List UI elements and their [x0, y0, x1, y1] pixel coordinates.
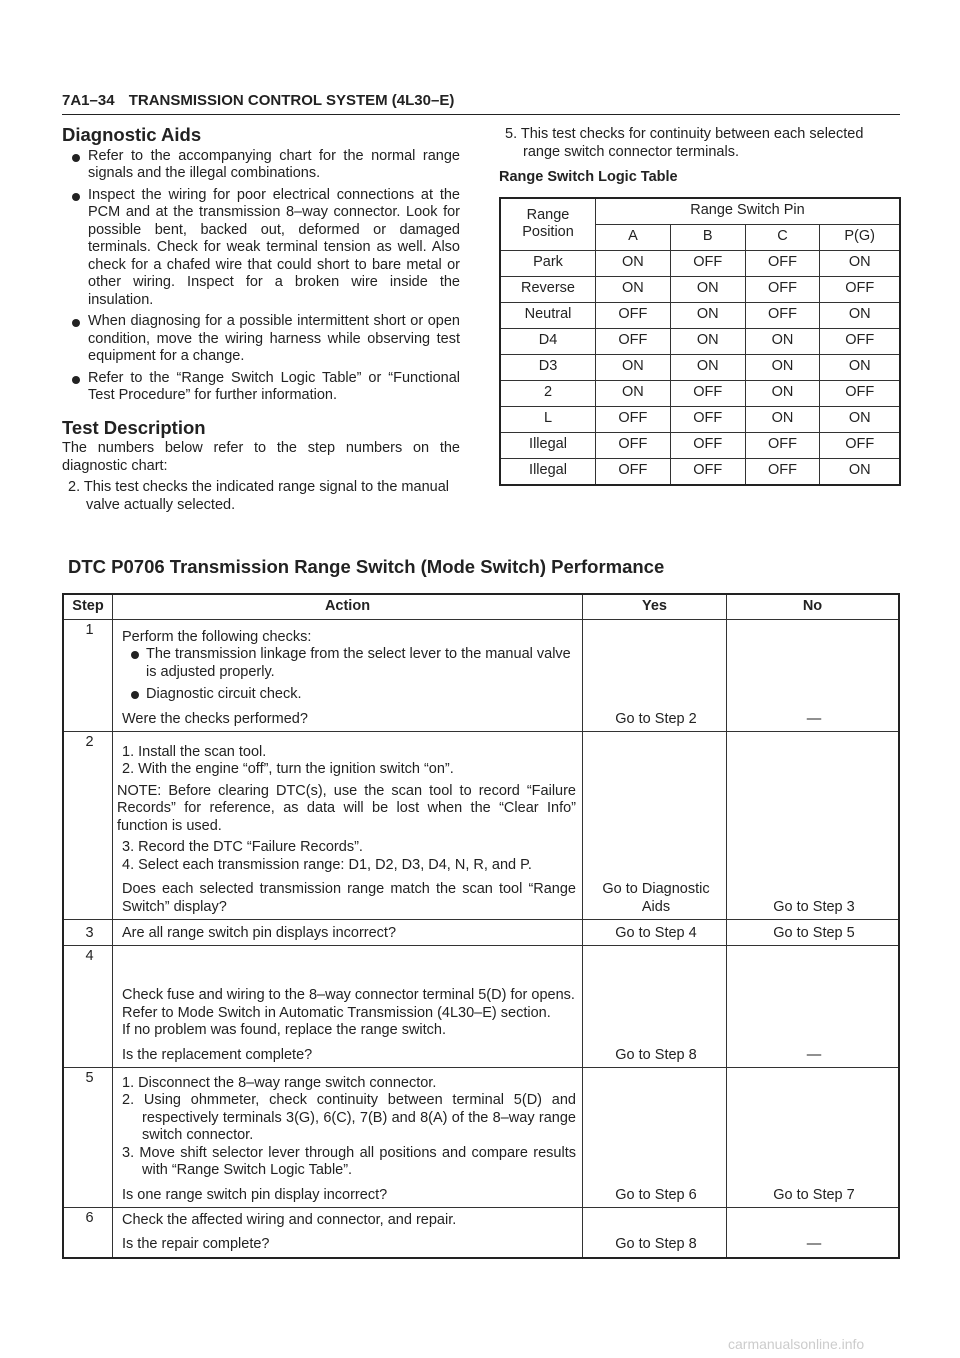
pin-state-cell: OFF [745, 432, 820, 458]
pin-state-cell: ON [820, 302, 900, 328]
range-position-cell: Reverse [500, 276, 596, 302]
header-rule [62, 114, 900, 115]
pin-state-cell: OFF [820, 328, 900, 354]
pin-state-cell: OFF [745, 302, 820, 328]
step-action: Perform the following checks: The transmission linkage from the select lever to the manual valve is adjusted properly. Diagnostic circuit check. Were the checks performed? [113, 620, 583, 732]
col-range-switch-pin: Range Switch Pin [596, 198, 901, 225]
dtc-table [62, 593, 900, 1259]
step-action: Are all range switch pin displays incorrect? [113, 920, 583, 946]
col-yes: Yes [583, 594, 727, 620]
pin-state-cell: ON [820, 250, 900, 276]
pin-state-cell: ON [670, 276, 745, 302]
step-action: Check fuse and wiring to the 8–way connector terminal 5(D) for opens. Refer to Mode Switch in Automatic Transmission (4L30–E) section. If no problem was found, replace the range switch. Is the replacement complete? [113, 946, 583, 1068]
range-position-cell: D4 [500, 328, 596, 354]
col-range-position: Range Position [500, 198, 596, 251]
dtc-row-step-5 [63, 1068, 899, 1208]
dtc-row-step-3 [63, 920, 899, 946]
step-action: 1. Disconnect the 8–way range switch connector. 2. Using ohmmeter, check continuity between terminal 5(D) and respectively terminals 3(G), 6(C), 7(B) and 8(A) of the 8–way range switch connector. 3. Move shift selector lever through all positions and compare results with “Range Switch Logic Table”. Is one range switch pin display incorrect? [113, 1068, 583, 1208]
range-switch-logic-table [499, 197, 901, 486]
pin-state-cell: ON [745, 328, 820, 354]
page-header [62, 92, 900, 109]
logic-table-row [500, 276, 900, 302]
diag-bullet: Inspect the wiring for poor electrical connections at the PCM and at the transmission 8–way connector. Look for possible bent, backed out, deformed or damaged terminals. Check for weak terminal tension as well. Also check for a chafed wire that could short to bare metal or other wiring. Inspect for a broken wire inside the insulation. [62, 187, 460, 310]
pin-state-cell: OFF [670, 432, 745, 458]
dtc-row-step-2 [63, 732, 899, 920]
step-yes: Go to Diagnostic Aids [583, 732, 727, 920]
range-position-cell: Neutral [500, 302, 596, 328]
pin-state-cell: ON [670, 328, 745, 354]
range-position-cell: L [500, 406, 596, 432]
pin-state-cell: ON [670, 302, 745, 328]
pin-state-cell: OFF [670, 458, 745, 485]
range-position-cell: 2 [500, 380, 596, 406]
logic-table-row [500, 354, 900, 380]
pin-state-cell: ON [820, 406, 900, 432]
logic-table-row [500, 250, 900, 276]
pin-state-cell: OFF [596, 328, 671, 354]
logic-table-row [500, 458, 900, 485]
logic-table-body [500, 250, 900, 485]
col-step: Step [63, 594, 113, 620]
step-no: — [727, 620, 900, 732]
range-position-cell: Park [500, 250, 596, 276]
logic-table-row [500, 328, 900, 354]
logic-table-title: Range Switch Logic Table [499, 169, 678, 185]
logic-table-row [500, 406, 900, 432]
step-action: 1. Install the scan tool. 2. With the engine “off”, turn the ignition switch “on”. NOTE: Before clearing DTC(s), use the scan tool to record “Failure Records” for reference, as data will be lost when the “Clear Info” function is used. 3. Record the DTC “Failure Records”. 4. Select each transmission range: D1, D2, D3, D4, N, R, and P. Does each selected transmission range match the scan tool “Range Switch” display? [113, 732, 583, 920]
dtc-row-step-6 [63, 1208, 899, 1258]
pin-state-cell: OFF [596, 458, 671, 485]
pin-header: B [670, 224, 745, 250]
pin-state-cell: ON [596, 276, 671, 302]
dtc-title: DTC P0706 Transmission Range Switch (Mode Switch) Performance [68, 556, 665, 577]
pin-state-cell: ON [745, 354, 820, 380]
step-yes: Go to Step 8 [583, 1208, 727, 1258]
pin-state-cell: OFF [820, 276, 900, 302]
pin-state-cell: OFF [596, 406, 671, 432]
diag-bullet: Refer to the “Range Switch Logic Table” or “Functional Test Procedure” for further information. [62, 370, 460, 405]
pin-state-cell: OFF [596, 302, 671, 328]
pin-header: P(G) [820, 224, 900, 250]
pin-state-cell: ON [596, 354, 671, 380]
logic-table-row [500, 302, 900, 328]
step-number: 1 [63, 620, 113, 732]
step-yes: Go to Step 6 [583, 1068, 727, 1208]
step-no: — [727, 1208, 900, 1258]
step-yes: Go to Step 8 [583, 946, 727, 1068]
step-no: — [727, 946, 900, 1068]
pin-state-cell: ON [596, 380, 671, 406]
step-number: 3 [63, 920, 113, 946]
action-bullet: Diagnostic circuit check. [122, 686, 576, 704]
pin-state-cell: OFF [670, 406, 745, 432]
pin-state-cell: ON [670, 354, 745, 380]
dtc-row-step-4 [63, 946, 899, 1068]
pin-state-cell: ON [820, 458, 900, 485]
diag-bullet: Refer to the accompanying chart for the normal range signals and the illegal combinations. [62, 148, 460, 183]
bullet-icon [72, 154, 80, 162]
pin-state-cell: ON [596, 250, 671, 276]
col-no: No [727, 594, 900, 620]
pin-state-cell: OFF [820, 432, 900, 458]
pin-state-cell: ON [745, 406, 820, 432]
dtc-header-row [63, 594, 899, 620]
diag-bullet: When diagnosing for a possible intermittent short or open condition, move the wiring harness while observing test equipment for a change. [62, 313, 460, 366]
test-desc-item-5: 5. This test checks for continuity between each selected range switch connector terminals. [505, 126, 864, 160]
range-position-cell: D3 [500, 354, 596, 380]
bullet-icon [131, 691, 139, 699]
step-number: 5 [63, 1068, 113, 1208]
pin-state-cell: OFF [745, 276, 820, 302]
bullet-icon [72, 319, 80, 327]
bullet-icon [72, 376, 80, 384]
step-action: Check the affected wiring and connector, and repair. Is the repair complete? [113, 1208, 583, 1258]
action-bullet: The transmission linkage from the select lever to the manual valve is adjusted properly. [122, 646, 576, 681]
test-desc-title: Test Description [62, 416, 206, 438]
range-position-cell: Illegal [500, 458, 596, 485]
bullet-icon [131, 651, 139, 659]
step-number: 2 [63, 732, 113, 920]
section-title: TRANSMISSION CONTROL SYSTEM (4L30–E) [128, 92, 455, 109]
bullet-icon [72, 193, 80, 201]
step-no: Go to Step 3 [727, 732, 900, 920]
test-desc-intro: The numbers below refer to the step numbers on the diagnostic chart: [62, 440, 460, 474]
pin-state-cell: OFF [820, 380, 900, 406]
step-no: Go to Step 7 [727, 1068, 900, 1208]
left-column [62, 126, 460, 514]
step-yes: Go to Step 4 [583, 920, 727, 946]
step-no: Go to Step 5 [727, 920, 900, 946]
pin-state-cell: ON [820, 354, 900, 380]
pin-state-cell: ON [745, 380, 820, 406]
pin-header: C [745, 224, 820, 250]
watermark: carmanualsonline.info [728, 1336, 865, 1352]
logic-table-row [500, 432, 900, 458]
step-yes: Go to Step 2 [583, 620, 727, 732]
right-column [499, 126, 901, 486]
diag-aids-title: Diagnostic Aids [62, 124, 202, 145]
pin-state-cell: OFF [670, 250, 745, 276]
pin-state-cell: OFF [745, 250, 820, 276]
pin-state-cell: OFF [596, 432, 671, 458]
dtc-row-step-1 [63, 620, 899, 732]
logic-table-row [500, 380, 900, 406]
range-position-cell: Illegal [500, 432, 596, 458]
pin-state-cell: OFF [670, 380, 745, 406]
step-number: 6 [63, 1208, 113, 1258]
step-number: 4 [63, 946, 113, 1068]
page-number: 7A1–34 [62, 92, 115, 109]
test-desc-item-2: 2. This test checks the indicated range signal to the manual valve actually selected. [68, 479, 449, 513]
col-action: Action [113, 594, 583, 620]
pin-header: A [596, 224, 671, 250]
pin-state-cell: OFF [745, 458, 820, 485]
